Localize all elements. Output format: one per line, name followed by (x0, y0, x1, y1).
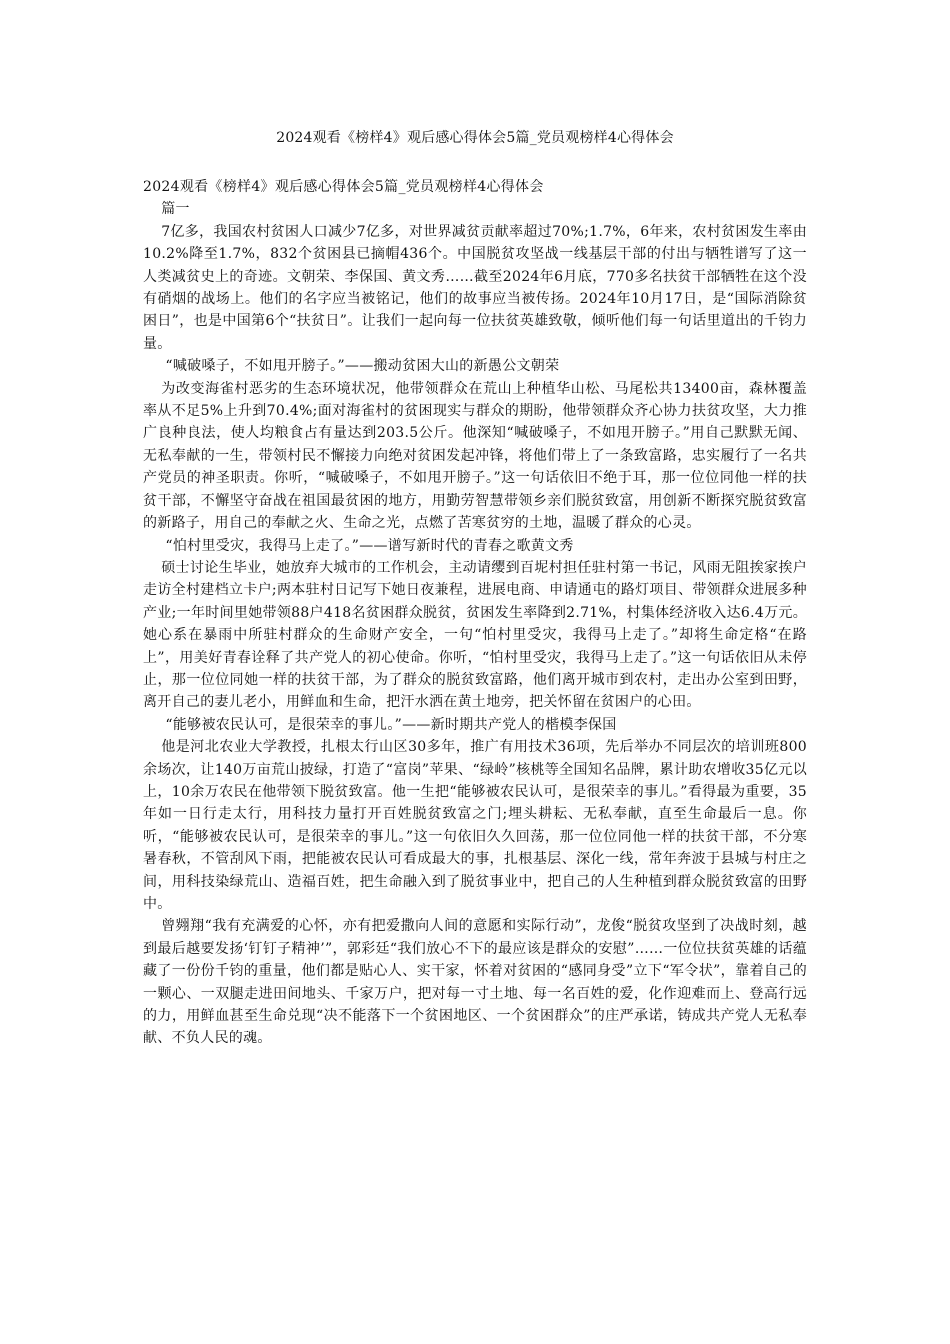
document-body (143, 176, 807, 1050)
paragraph-li-baoguo: 他是河北农业大学教授，扎根太行山区30多年，推广有用技术36项，先后举办不同层次的培训班800余场次，让140万亩荒山披绿，打造了“富岗”苹果、“绿岭”核桃等全国知名品牌，累计助农增收35亿元以上，10余万农民在他带领下脱贫致富。他一生把“能够被农民认可，是很荣幸的事儿。”看得最为重要，35年如一日行走太行，用科技力量打开百姓脱贫致富之门;埋头耕耘、无私奉献，直至生命最后一息。你听，“能够被农民认可，是很荣幸的事儿。”这一句依旧久久回荡，那一位位同他一样的扶贫干部，不分寒暑春秋，不管刮风下雨，把能被农民认可看成最大的事，扎根基层、深化一线，常年奔波于县城与村庄之间，用科技染绿荒山、造福百姓，把生命融入到了脱贫事业中，把自己的人生种植到群众脱贫致富的田野中。 (143, 739, 807, 912)
paragraph-closing: 曾翙翔“我有充满爱的心怀，亦有把爱撒向人间的意愿和实际行动”，龙俊“脱贫攻坚到了决战时刻，越到最后越要发扬‘钉钉子精神’”，郭彩廷“我们放心不下的最应该是群众的安慰”……一位位扶贫英雄的话蕴藏了一份份千钧的重量，他们都是贴心人、实干家，怀着对贫困的“感同身受”立下“军令状”，靠着自己的一颗心、一双腿走进田间地头、千家万户，把对每一寸土地、每一名百姓的爱，化作迎难而上、登高行远的力，用鲜血甚至生命兑现“决不能落下一个贫困地区、一个贫困群众”的庄严承诺，铸成共产党人无私奉献、不负人民的魂。 (143, 918, 807, 1047)
quote-heading-li-baoguo: “能够被农民认可，是很荣幸的事儿。”——新时期共产党人的楷模李保国 (165, 716, 617, 733)
paragraph-wen-chaorong: 为改变海雀村恶劣的生态环境状况，他带领群众在荒山上种植华山松、马尾松共13400亩，森林覆盖率从不足5%上升到70.4%;面对海雀村的贫困现实与群众的期盼，他带领群众齐心协力扶贫攻坚，大力推广良种良法，使人均粮食占有量达到203.5公斤。他深知“喊破嗓子，不如甩开膀子。”用自己默默无闻、无私奉献的一生，带领村民不懈接力向绝对贫困发起冲锋，将他们带上了一条致富路，忠实履行了一名共产党员的神圣职责。你听，“喊破嗓子，不如甩开膀子。”这一句话依旧不绝于耳，那一位位同他一样的扶贫干部，不懈坚守奋战在祖国最贫困的地方，用勤劳智慧带领乡亲们脱贫致富，用创新不断探究脱贫致富的新路子，用自己的奉献之火、生命之光，点燃了苦寒贫穷的土地，温暖了群众的心灵。 (143, 380, 807, 532)
document-title: 2024观看《榜样4》观后感心得体会5篇_党员观榜样4心得体会 (276, 130, 674, 146)
quote-heading-wen-chaorong: “喊破嗓子，不如甩开膀子。”——搬动贫困大山的新愚公文朝荣 (165, 358, 560, 375)
paragraph-intro: 7亿多，我国农村贫困人口减少7亿多，对世界减贫贡献率超过70%;1.7%，6年来，农村贫困发生率由10.2%降至1.7%，832个贫困县已摘帽436个。中国脱贫攻坚战一线基层干部的付出与牺牲谱写了这一人类减贫史上的奇迹。文朝荣、李保国、黄文秀……截至2024年6月底，770多名扶贫干部牺牲在这个没有硝烟的战场上。他们的名字应当被铭记，他们的故事应当被传扬。2024年10月17日，是“国际消除贫困日”，也是中国第6个“扶贫日”。让我们一起向每一位扶贫英雄致敬，倾听他们每一句话里道出的千钧力量。 (143, 223, 807, 352)
document-subtitle: 2024观看《榜样4》观后感心得体会5篇_党员观榜样4心得体会 (143, 179, 544, 195)
paragraph-huang-wenxiu: 硕士讨论生毕业，她放弃大城市的工作机会，主动请缨到百坭村担任驻村第一书记，风雨无阻挨家挨户走访全村建档立卡户;两本驻村日记写下她日夜兼程，进展电商、申请通屯的路灯项目、带领群众进展多种产业;一年时间里她带领88户418名贫困群众脱贫，贫困发生率降到2.71%，村集体经济收入达6.4万元。她心系在暴雨中所驻村群众的生命财产安全，一句“怕村里受灾，我得马上走了。”却将生命定格“在路上”，用美好青春诠释了共产党人的初心使命。你听，“怕村里受灾，我得马上走了。”这一句话依旧从未停止，那一位位同她一样的扶贫干部，为了群众的脱贫致富路，他们离开城市到农村，走出办公室到田野，离开自己的妻儿老小，用鲜血和生命，把汗水洒在黄土地旁，把关怀留在贫困户的心田。 (143, 559, 807, 711)
quote-heading-huang-wenxiu: “怕村里受灾，我得马上走了。”——谱写新时代的青春之歌黄文秀 (165, 537, 574, 554)
section-label: 篇一 (161, 201, 190, 218)
